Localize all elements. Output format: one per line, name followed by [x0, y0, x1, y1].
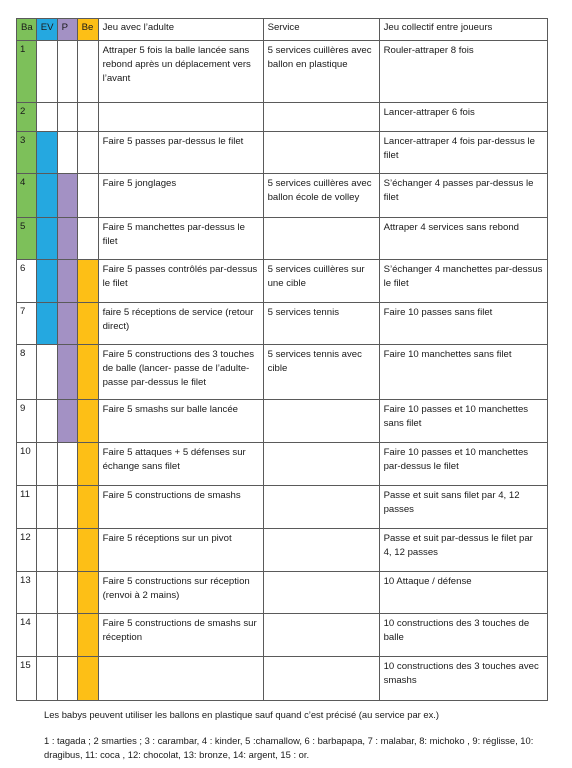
level-cell-ev — [36, 614, 57, 657]
collectif-cell — [379, 103, 547, 132]
level-cell-ba — [17, 103, 37, 132]
header-service-label: Service — [267, 22, 300, 33]
jeu-cell-text: Faire 5 passes par-dessus le filet — [102, 136, 244, 147]
table-row — [17, 443, 548, 486]
header-be-label: Be — [81, 22, 94, 33]
header-service — [263, 19, 379, 41]
collectif-cell — [379, 41, 547, 103]
level-cell-p — [57, 400, 77, 443]
service-cell-text — [264, 657, 379, 662]
service-cell — [263, 443, 379, 486]
collectif-cell-text: Attraper 4 services sans rebond — [383, 222, 520, 233]
service-cell-text: 5 services tennis avec cible — [267, 349, 362, 374]
level-number: 9 — [20, 403, 26, 414]
header-be — [77, 19, 98, 41]
header-ba-label: Ba — [21, 22, 33, 33]
level-number: 4 — [20, 177, 26, 188]
service-cell — [263, 657, 379, 701]
collectif-cell — [379, 132, 547, 174]
level-cell-ba — [17, 443, 37, 486]
table-row — [17, 260, 548, 303]
level-cell-ba — [17, 260, 37, 303]
collectif-cell-text: Faire 10 passes sans filet — [383, 307, 493, 318]
level-number: 6 — [20, 263, 26, 274]
level-cell-p — [57, 174, 77, 218]
level-cell-be — [77, 218, 98, 260]
collectif-cell-text: Faire 10 passes et 10 manchettes sans filet — [383, 404, 529, 429]
collectif-cell — [379, 614, 547, 657]
jeu-cell — [98, 657, 263, 701]
service-cell-text — [264, 103, 379, 108]
level-cell-ev — [36, 260, 57, 303]
jeu-cell-text: Faire 5 smashs sur balle lancée — [102, 404, 239, 415]
collectif-cell — [379, 260, 547, 303]
service-cell-text — [264, 218, 379, 223]
jeu-cell-text: Faire 5 manchettes par-dessus le filet — [102, 222, 245, 247]
jeu-cell-text: Faire 5 constructions des 3 touches de balle (lancer- passe de l’adulte-passe par-dessus le filet — [102, 349, 255, 388]
jeu-cell — [98, 529, 263, 572]
jeu-cell-text: Faire 5 jonglages — [102, 178, 177, 189]
jeu-cell — [98, 41, 263, 103]
header-p — [57, 19, 77, 41]
level-number: 10 — [20, 446, 31, 457]
service-cell — [263, 572, 379, 614]
level-number: 12 — [20, 532, 31, 543]
collectif-cell-text: 10 Attaque / défense — [383, 576, 472, 587]
jeu-cell-text: Faire 5 constructions de smashs — [102, 490, 241, 501]
service-cell-text — [264, 529, 379, 534]
jeu-cell — [98, 132, 263, 174]
collectif-cell-text: S’échanger 4 passes par-dessus le filet — [383, 178, 534, 203]
level-cell-ba — [17, 174, 37, 218]
jeu-cell — [98, 174, 263, 218]
level-cell-ev — [36, 486, 57, 529]
collectif-cell-text: Faire 10 passes et 10 manchettes par-dessus le filet — [383, 447, 529, 472]
service-cell — [263, 132, 379, 174]
level-cell-be — [77, 572, 98, 614]
jeu-cell-text — [99, 103, 263, 108]
level-cell-ev — [36, 400, 57, 443]
level-cell-p — [57, 657, 77, 701]
header-collectif — [379, 19, 547, 41]
service-cell — [263, 174, 379, 218]
level-cell-ba — [17, 614, 37, 657]
level-cell-ev — [36, 529, 57, 572]
jeu-cell-text: faire 5 réceptions de service (retour direct) — [102, 307, 254, 332]
level-cell-ev — [36, 218, 57, 260]
table-row — [17, 614, 548, 657]
level-cell-ba — [17, 486, 37, 529]
collectif-cell-text: 10 constructions des 3 touches avec smashs — [383, 661, 539, 686]
level-cell-ba — [17, 303, 37, 345]
collectif-cell-text: Passe et suit sans filet par 4, 12 passes — [383, 490, 520, 515]
level-number: 11 — [20, 489, 30, 500]
table-row — [17, 400, 548, 443]
table-body — [17, 41, 548, 701]
collectif-cell — [379, 486, 547, 529]
reward-legend: 1 : tagada ; 2 smarties ; 3 : carambar, 4 : kinder, 5 :chamallow, 6 : barbapapa, 7 : malabar, 8: michoko , 9: réglisse, 10: dragibus, 11: coca , 12: chocolat, 13: bronze, 14: argent, 15 : or. — [44, 735, 534, 761]
level-cell-ev — [36, 443, 57, 486]
level-cell-p — [57, 260, 77, 303]
jeu-cell — [98, 345, 263, 400]
header-collectif-label: Jeu collectif entre joueurs — [383, 22, 493, 33]
level-cell-ba — [17, 41, 37, 103]
table-row — [17, 529, 548, 572]
level-cell-be — [77, 41, 98, 103]
jeu-cell — [98, 260, 263, 303]
level-cell-ev — [36, 103, 57, 132]
table-row — [17, 486, 548, 529]
service-cell — [263, 529, 379, 572]
jeu-cell — [98, 614, 263, 657]
service-cell — [263, 345, 379, 400]
jeu-cell — [98, 103, 263, 132]
level-cell-p — [57, 443, 77, 486]
table-row — [17, 345, 548, 400]
collectif-cell — [379, 218, 547, 260]
jeu-cell — [98, 486, 263, 529]
level-cell-be — [77, 345, 98, 400]
service-cell-text — [264, 614, 379, 619]
table-row — [17, 657, 548, 701]
service-cell — [263, 614, 379, 657]
service-cell — [263, 260, 379, 303]
level-cell-be — [77, 260, 98, 303]
header-jeu — [98, 19, 263, 41]
jeu-cell — [98, 400, 263, 443]
service-cell — [263, 41, 379, 103]
header-ev — [36, 19, 57, 41]
service-cell-text — [264, 400, 379, 405]
jeu-cell — [98, 443, 263, 486]
footnote: Les babys peuvent utiliser les ballons en plastique sauf quand c’est précisé (au service par ex.) — [44, 709, 440, 720]
service-cell — [263, 486, 379, 529]
header-ev-label: EV — [40, 22, 54, 33]
service-cell — [263, 103, 379, 132]
service-cell-text: 5 services cuillères sur une cible — [267, 264, 365, 289]
level-number: 5 — [20, 221, 26, 232]
level-cell-p — [57, 529, 77, 572]
level-cell-p — [57, 614, 77, 657]
jeu-cell-text: Attraper 5 fois la balle lancée sans rebond après un déplacement vers l’avant — [102, 45, 251, 84]
level-cell-ba — [17, 218, 37, 260]
level-cell-ev — [36, 132, 57, 174]
collectif-cell-text: 10 constructions des 3 touches de balle — [383, 618, 530, 643]
level-cell-be — [77, 486, 98, 529]
level-cell-ba — [17, 572, 37, 614]
level-cell-be — [77, 529, 98, 572]
level-cell-p — [57, 41, 77, 103]
header-jeu-label: Jeu avec l’adulte — [102, 22, 175, 33]
level-cell-p — [57, 486, 77, 529]
header-ba — [17, 19, 37, 41]
jeu-cell-text: Faire 5 constructions sur réception (renvoi à 2 mains) — [102, 576, 250, 601]
level-number: 1 — [20, 44, 26, 55]
jeu-cell-text — [99, 657, 263, 662]
level-cell-be — [77, 657, 98, 701]
table-row — [17, 218, 548, 260]
level-cell-ev — [36, 41, 57, 103]
collectif-cell — [379, 443, 547, 486]
level-cell-be — [77, 174, 98, 218]
level-number: 3 — [20, 135, 26, 146]
table-row — [17, 174, 548, 218]
level-number: 7 — [20, 306, 26, 317]
collectif-cell-text: S’échanger 4 manchettes par-dessus le filet — [383, 264, 543, 289]
service-cell-text: 5 services tennis — [267, 307, 340, 318]
level-number: 13 — [20, 575, 31, 586]
collectif-cell-text: Rouler-attraper 8 fois — [383, 45, 474, 56]
table-row — [17, 132, 548, 174]
level-cell-be — [77, 614, 98, 657]
service-cell-text: 5 services cuillères avec ballon école de volley — [267, 178, 372, 203]
jeu-cell — [98, 218, 263, 260]
level-cell-ba — [17, 132, 37, 174]
level-number: 14 — [20, 617, 31, 628]
level-cell-ev — [36, 572, 57, 614]
level-number: 15 — [20, 660, 31, 671]
level-cell-p — [57, 303, 77, 345]
collectif-cell-text: Lancer-attraper 4 fois par-dessus le filet — [383, 136, 536, 161]
level-cell-be — [77, 400, 98, 443]
service-cell-text — [264, 486, 379, 491]
jeu-cell-text: Faire 5 attaques + 5 défenses sur échange sans filet — [102, 447, 246, 472]
service-cell-text — [264, 572, 379, 577]
level-cell-p — [57, 132, 77, 174]
collectif-cell — [379, 303, 547, 345]
level-cell-ev — [36, 303, 57, 345]
level-cell-ba — [17, 657, 37, 701]
table-row — [17, 103, 548, 132]
level-cell-be — [77, 103, 98, 132]
table-row — [17, 303, 548, 345]
jeu-cell — [98, 572, 263, 614]
collectif-cell — [379, 174, 547, 218]
collectif-cell — [379, 572, 547, 614]
level-cell-ev — [36, 174, 57, 218]
table-header-row — [17, 19, 548, 41]
level-cell-ev — [36, 657, 57, 701]
table-row — [17, 572, 548, 614]
jeu-cell-text: Faire 5 passes contrôlés par-dessus le filet — [102, 264, 258, 289]
skills-table — [16, 18, 548, 701]
service-cell-text — [264, 132, 379, 137]
collectif-cell-text: Lancer-attraper 6 fois — [383, 107, 475, 118]
level-number: 2 — [20, 106, 26, 117]
service-cell-text — [264, 443, 379, 448]
level-cell-p — [57, 103, 77, 132]
jeu-cell — [98, 303, 263, 345]
level-cell-be — [77, 443, 98, 486]
level-number: 8 — [20, 348, 26, 359]
level-cell-p — [57, 345, 77, 400]
jeu-cell-text: Faire 5 réceptions sur un pivot — [102, 533, 232, 544]
level-cell-ev — [36, 345, 57, 400]
level-cell-be — [77, 132, 98, 174]
jeu-cell-text: Faire 5 constructions de smashs sur réception — [102, 618, 257, 643]
level-cell-ba — [17, 345, 37, 400]
collectif-cell — [379, 345, 547, 400]
service-cell — [263, 400, 379, 443]
level-cell-p — [57, 572, 77, 614]
collectif-cell — [379, 529, 547, 572]
service-cell — [263, 303, 379, 345]
service-cell-text: 5 services cuillères avec ballon en plastique — [267, 45, 372, 70]
collectif-cell-text: Faire 10 manchettes sans filet — [383, 349, 512, 360]
service-cell — [263, 218, 379, 260]
collectif-cell — [379, 657, 547, 701]
table-row — [17, 41, 548, 103]
collectif-cell-text: Passe et suit par-dessus le filet par 4, 12 passes — [383, 533, 533, 558]
collectif-cell — [379, 400, 547, 443]
header-p-label: P — [61, 22, 68, 33]
level-cell-ba — [17, 400, 37, 443]
level-cell-ba — [17, 529, 37, 572]
level-cell-p — [57, 218, 77, 260]
level-cell-be — [77, 303, 98, 345]
